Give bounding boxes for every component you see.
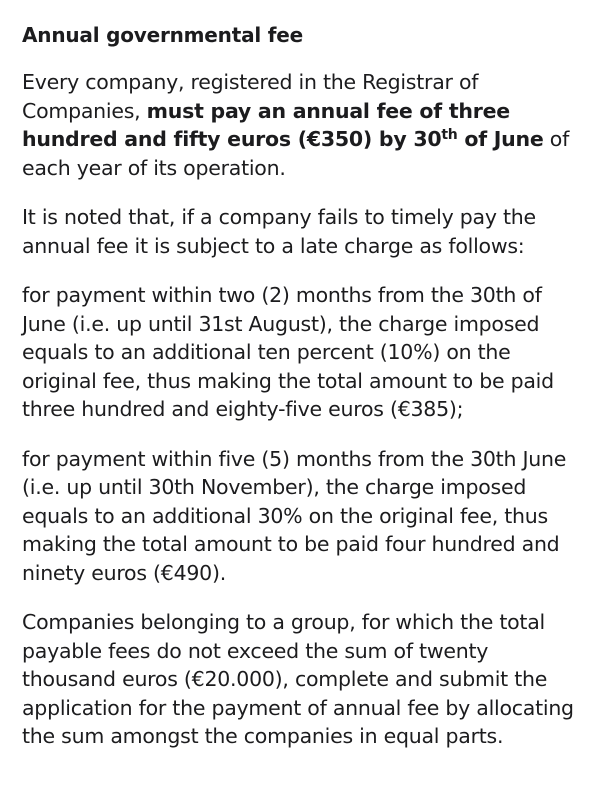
fee-trailing-text: of each year of its operation. — [22, 127, 570, 180]
paragraph-five-month-charge: for payment within five (5) months from the 30th June (i.e. up until 30th November), the charge imposed equals to an additional 30% on the original fee, thus making the total amount to be paid four hundred and ninety euros (€490). — [22, 446, 567, 585]
paragraph-two-month-charge: for payment within two (2) months from the 30th of June (i.e. up until 31st August), the charge imposed equals to an additional ten percent (10%) on the original fee, thus making the total amount to be paid three hundred and eighty-five euros (€385); — [22, 283, 554, 421]
section-heading: Annual governmental fee — [22, 23, 304, 47]
paragraph-group-companies: Companies belonging to a group, for which the total payable fees do not exceed the sum of twenty thousand euros (€20.000), complete and submit the application for the payment of annual fee by allocating the sum amongst the companies in equal parts. — [22, 610, 574, 748]
paragraph-late-charge-intro: It is noted that, if a company fails to timely pay the annual fee it is subject to a late charge as follows: — [22, 205, 536, 258]
fee-amount-text: must pay an annual fee of three hundred and fifty euros (€350) by 30 — [22, 98, 510, 151]
fee-intro-text: Every company, registered in the Registrar of Companies, — [22, 70, 479, 123]
paragraph-fee-obligation — [22, 68, 581, 182]
fee-deadline-text: of June — [457, 127, 544, 151]
ordinal-suffix: th — [441, 127, 458, 143]
